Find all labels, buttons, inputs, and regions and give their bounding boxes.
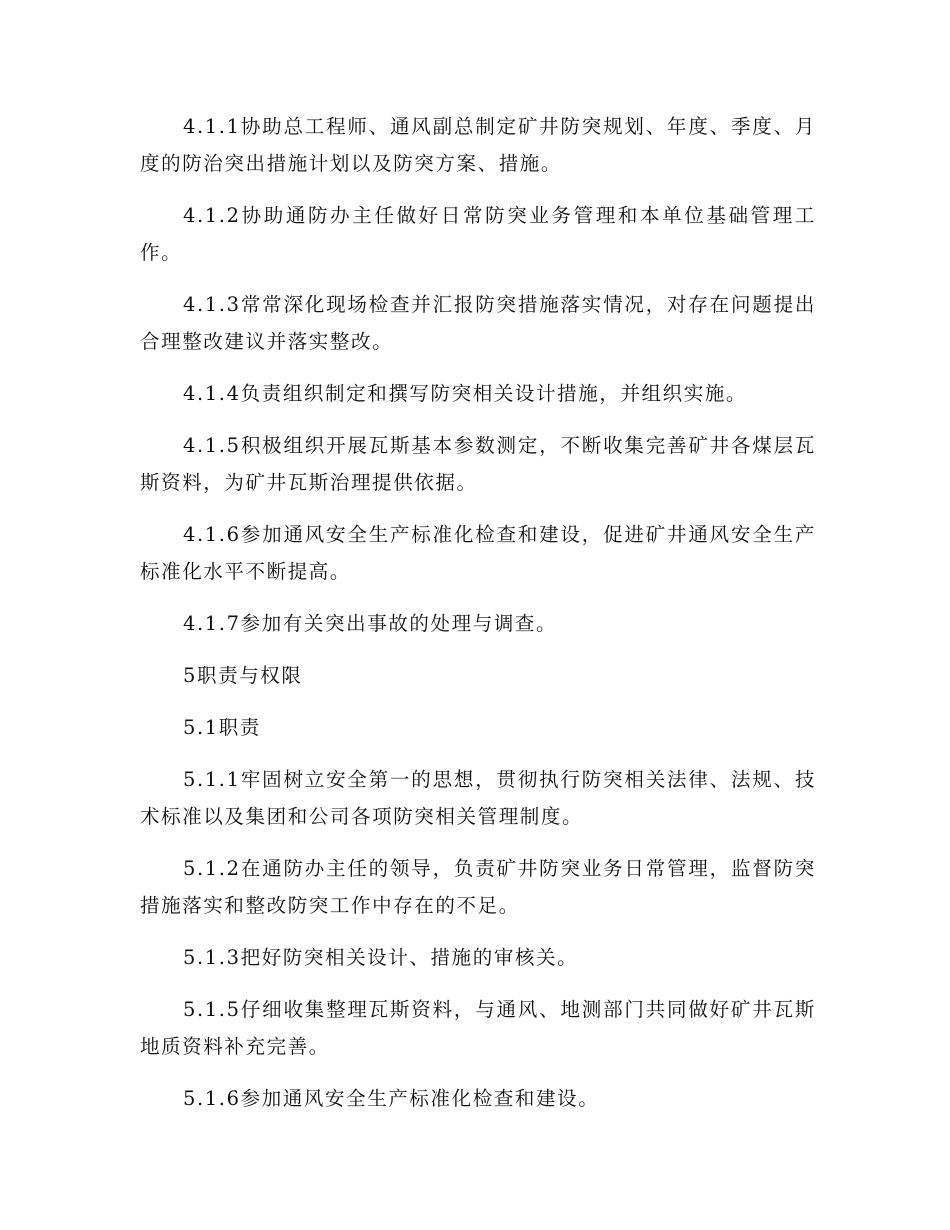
subsection-heading-5-1: 5.1职责 [183,716,262,739]
paragraph-5-1-6: 5.1.6参加通风安全生产标准化检查和建设。 [183,1087,600,1110]
paragraph-4-1-6: 4.1.6参加通风安全生产标准化检查和建设，促进矿井通风安全生产标准化水平不断提高。 [140,523,816,583]
paragraph-4-1-2: 4.1.2协助通防办主任做好日常防突业务管理和本单位基础管理工作。 [140,204,816,264]
paragraph-4-1-4: 4.1.4负责组织制定和撰写防突相关设计措施，并组织实施。 [183,382,748,405]
paragraph-4-1-7: 4.1.7参加有关突出事故的处理与调查。 [183,612,558,635]
paragraph-5-1-5: 5.1.5仔细收集整理瓦斯资料，与通风、地测部门共同做好矿井瓦斯地质资料补充完善。 [140,998,816,1058]
paragraph-4-1-3: 4.1.3常常深化现场检查并汇报防突措施落实情况，对存在问题提出合理整改建议并落实整改。 [140,293,816,353]
section-heading-5: 5职责与权限 [183,664,303,687]
paragraph-5-1-1: 5.1.1牢固树立安全第一的思想，贯彻执行防突相关法律、法规、技术标准以及集团和公司各项防突相关管理制度。 [140,768,816,828]
paragraph-5-1-2: 5.1.2在通防办主任的领导，负责矿井防突业务日常管理，监督防突措施落实和整改防突工作中存在的不足。 [140,857,816,917]
paragraph-4-1-5: 4.1.5积极组织开展瓦斯基本参数测定，不断收集完善矿井各煤层瓦斯资料，为矿井瓦斯治理提供依据。 [140,434,816,494]
paragraph-5-1-3: 5.1.3把好防突相关设计、措施的审核关。 [183,946,579,969]
paragraph-4-1-1: 4.1.1协助总工程师、通风副总制定矿井防突规划、年度、季度、月度的防治突出措施计划以及防突方案、措施。 [140,115,816,175]
